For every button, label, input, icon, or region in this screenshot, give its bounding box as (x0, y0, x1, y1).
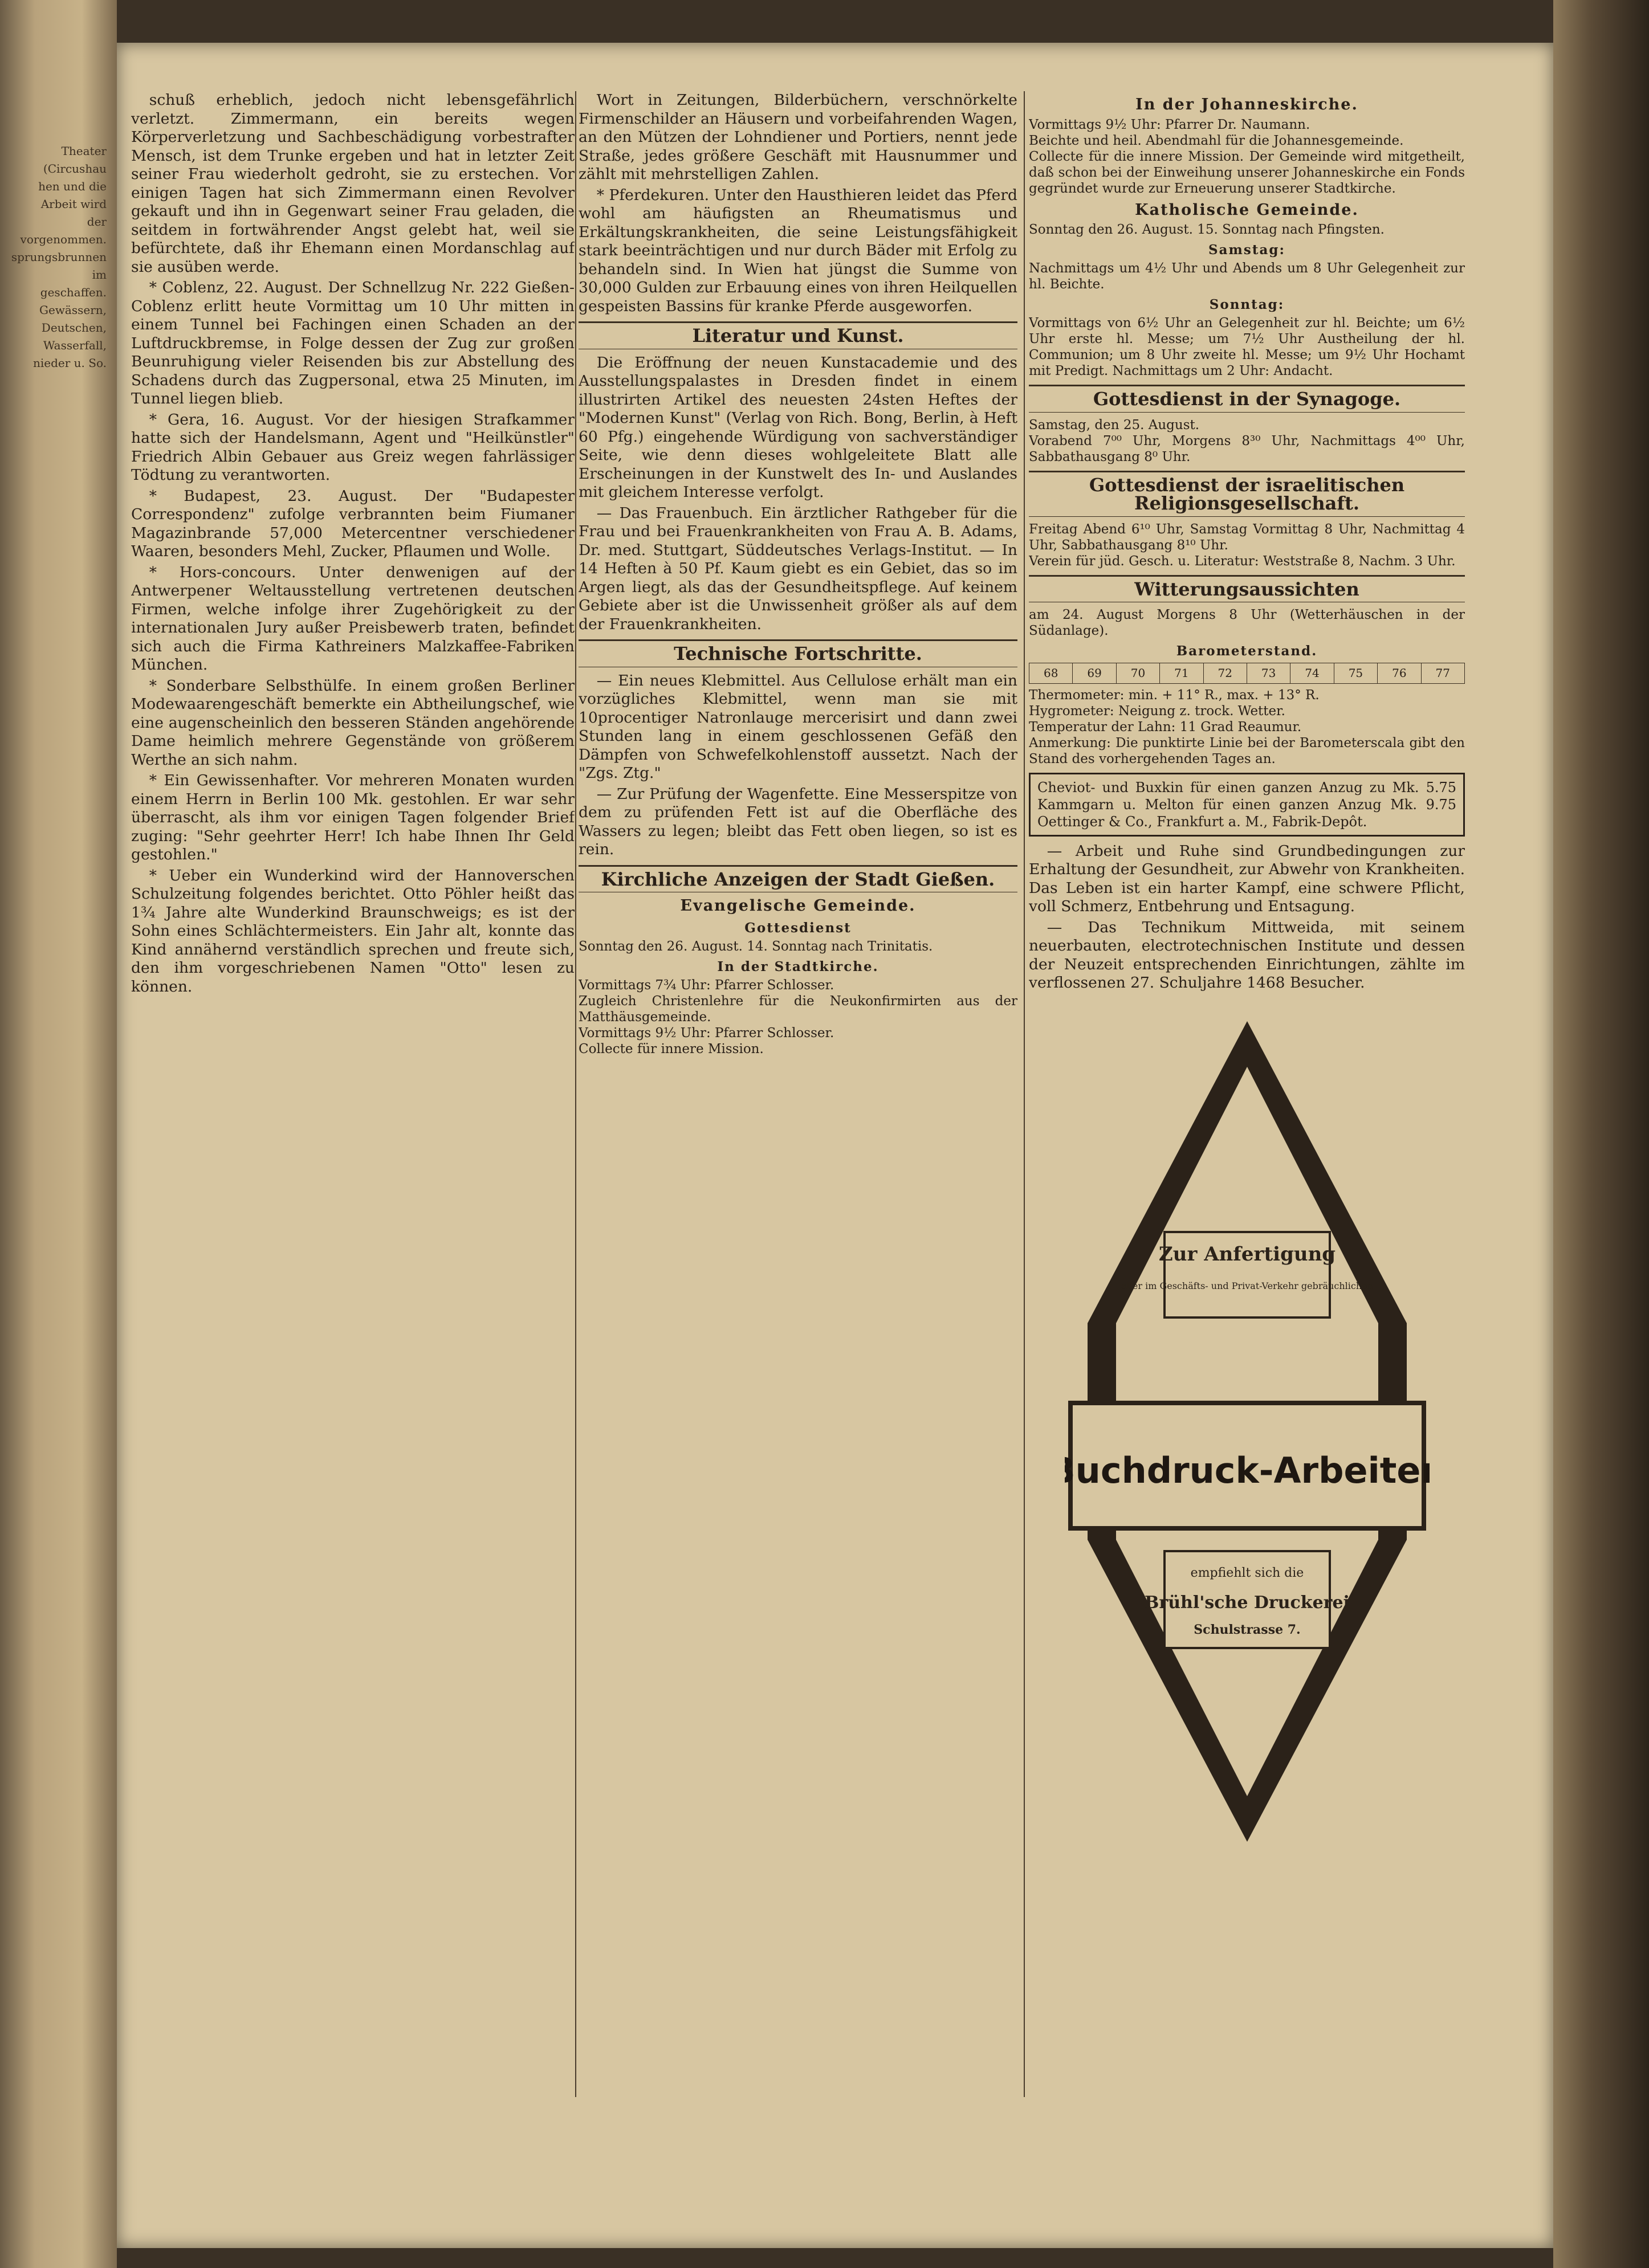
barometer-title: Barometerstand. (1176, 643, 1318, 659)
article: Die Eröffnung der neuen Kunstacademie und des Ausstellungspalastes in Dresden findet in einem illustrirten Artikel des neuesten 24sten Heftes der "Modernen Kunst" (Verlag von Rich. Bong, Berlin, à Heft 60 Pfg.) eingehende Würdigung von sachverständiger Seite, wie denn dieses wohlgeleitete Blatt alle Erscheinungen in der Kunstwelt des In- und Auslandes mit gleichem Interesse verfolgt. (579, 353, 1017, 501)
article: — Das Frauenbuch. Ein ärztlicher Rathgeber für die Frau und bei Frauenkrankheiten von Frau A. B. Adams, Dr. med. Stuttgart, Süddeutsches Verlags-Institut. — In 14 Heften à 50 Pf. Kaum giebt es ein Gebiet, das so im Argen liegt, als das der Gesundheitspflege. Auf keinem Gebiete aber ist die Unwissenheit größer als auf dem der Frauenkrankheiten. (579, 504, 1017, 633)
column-2 (579, 91, 1017, 2097)
baro-tick: 68 (1029, 663, 1073, 684)
article: * Gera, 16. August. Vor der hiesigen Strafkammer hatte sich der Handelsmann, Agent und "Heilkünstler" Friedrich Albin Gebauer aus Greiz wegen fahrlässiger Tödtung zu verantworten. (131, 410, 575, 484)
ad-street: Schulstrasse 7. (1193, 1622, 1301, 1637)
notice-line: Vormittags 7¾ Uhr: Pfarrer Schlosser. (579, 977, 834, 993)
notice-line: Vormittags 9½ Uhr: Pfarrer Dr. Naumann. (1029, 117, 1310, 132)
notice-line: Freitag Abend 6¹⁰ Uhr, Samstag Vormittag 8 Uhr, Nachmittag 4 Uhr, Sabbathausgang 8¹⁰ Uhr. (1029, 521, 1465, 553)
section-heading: Kirchliche Anzeigen der Stadt Gießen. (579, 865, 1017, 893)
section-heading: Gottesdienst in der Synagoge. (1029, 385, 1465, 413)
section-heading: Technische Fortschritte. (579, 639, 1017, 667)
cloth-advertisement: Cheviot- und Buxkin für einen ganzen Anzug zu Mk. 5.75 Kammgarn u. Melton für einen ganzen Anzug Mk. 9.75 Oettinger & Co., Frankfurt a. M., Fabrik-Depôt. (1029, 773, 1465, 837)
section-heading: Gottesdienst der israelitischen Religionsgesellschaft. (1029, 471, 1465, 517)
notice-line: Sonntag den 26. August. 14. Sonntag nach Trinitatis. (579, 939, 933, 954)
subheading: Samstag: (1208, 242, 1285, 258)
baro-tick: 72 (1203, 663, 1247, 684)
notice-line: Beichte und heil. Abendmahl für die Johannesgemeinde. (1029, 133, 1404, 148)
section-heading: Witterungsaussichten (1029, 575, 1465, 603)
barometer-scale (1029, 663, 1465, 684)
notice-line: Samstag, den 25. August. (1029, 417, 1200, 433)
notice-line: Nachmittags um 4½ Uhr und Abends um 8 Uhr Gelegenheit zur hl. Beichte. (1029, 261, 1465, 292)
article: Wort in Zeitungen, Bilderbüchern, verschnörkelte Firmenschilder an Häusern und vorbeifahrenden Wagen, an den Mützen der Lohndiener und Portiers, nennt jede Straße, jedes größere Geschäft mit Hausnummer und zählt mit mehrstelligen Zahlen. (579, 91, 1017, 183)
article: — Arbeit und Ruhe sind Grundbedingungen zur Erhaltung der Gesundheit, zur Abwehr von Krankheiten. Das Leben ist ein harter Kampf, eine schwere Pflicht, voll Schmerz, Entbehrung und Entsagung. (1029, 842, 1465, 915)
section-heading: Literatur und Kunst. (579, 321, 1017, 349)
article: — Das Technikum Mittweida, mit seinem neuerbauten, electrotechnischen Institute und dessen der Neuzeit entsprechenden Einrichtungen, zählte im verflossenen 27. Schuljahre 1468 Besucher. (1029, 918, 1465, 992)
baro-tick: 74 (1290, 663, 1334, 684)
article: — Ein neues Klebmittel. Aus Cellulose erhält man ein vorzügliches Klebmittel, wenn man sie mit 10procentiger Natronlauge mercerisirt und dann zwei Stunden lang in einem geschlossenen Gefäß den Dämpfen von Schwefelkohlenstoff aussetzt. Nach der "Zgs. Ztg." (579, 671, 1017, 782)
thermometer-reading: Thermometer: min. + 11° R., max. + 13° R. (1029, 687, 1320, 703)
notice-line: Vorabend 7⁰⁰ Uhr, Morgens 8³⁰ Uhr, Nachmittags 4⁰⁰ Uhr, Sabbathausgang 8⁰ Uhr. (1029, 433, 1465, 464)
printing-advertisement (1065, 1004, 1430, 1859)
baro-tick: 71 (1160, 663, 1203, 684)
baro-tick: 75 (1334, 663, 1377, 684)
notice-line: Sonntag den 26. August. 15. Sonntag nach Pfingsten. (1029, 222, 1385, 237)
ad-line2: aller im Geschäfts- und Privat-Verkehr gebräuchlichen (1121, 1280, 1373, 1291)
article: * Sonderbare Selbsthülfe. In einem großen Berliner Modewaarengeschäft bemerkte ein Abtheilungschef, wie eine augenscheinlich den besseren Ständen angehörende Dame heimlich mehrere Gegenstände von größerem Werthe an sich nahm. (131, 676, 575, 769)
notice-line: Collecte für die innere Mission. Der Gemeinde wird mitgetheilt, daß schon bei der Einweihung unserer Johanneskirche ein Fonds gegründet wurde zur Erneuerung unserer Stadtkirche. (1029, 149, 1465, 196)
column-rule (1024, 91, 1025, 2097)
baro-tick: 73 (1247, 663, 1290, 684)
weather-note: Anmerkung: Die punktirte Linie bei der Barometerscala gibt den Stand des vorhergehenden Tages an. (1029, 735, 1465, 766)
ad-main-text: Buchdruck-Arbeiten (1064, 1449, 1430, 1491)
notice-line: Verein für jüd. Gesch. u. Literatur: Weststraße 8, Nachm. 3 Uhr. (1029, 553, 1456, 569)
article: — Zur Prüfung der Wagenfette. Eine Messerspitze von dem zu prüfenden Fett ist auf die Oberfläche des Wassers zu legen; bleibt das Fett oben liegen, so ist es rein. (579, 785, 1017, 858)
ad-firm: Brühl'sche Druckerei (1144, 1592, 1350, 1613)
advertisement-graphic (1065, 1004, 1430, 1859)
notice-line: Zugleich Christenlehre für die Neukonfirmirten aus der Matthäusgemeinde. (579, 993, 1017, 1025)
column-3 (1029, 91, 1465, 2097)
subheading: In der Johanneskirche. (1135, 96, 1358, 113)
subheading: Katholische Gemeinde. (1135, 201, 1359, 219)
hygrometer-reading: Hygrometer: Neigung z. trock. Wetter. (1029, 703, 1285, 719)
baro-tick: 70 (1116, 663, 1159, 684)
article: * Ueber ein Wunderkind wird der Hannoverschen Schulzeitung folgendes berichtet. Otto Pöhler heißt das 1¾ Jahre alte Wunderkind Braunschweigs; es ist der Sohn eines Schlächtermeisters. Ein Jahr alt, konnte das Kind annähernd verständlich sprechen und freute sich, den ihm vorgeschriebenen Namen "Otto" lesen zu können. (131, 866, 575, 996)
weather-line: am 24. August Morgens 8 Uhr (Wetterhäuschen in der Südanlage). (1029, 607, 1465, 638)
gutter-text: Theater (Circushau hen und die Arbeit wird der vorgenommen. sprungsbrunnen im geschaffen. Gewässern, Deutschen, Wasserfall, nieder u. So. (11, 144, 107, 370)
ad-line3: empfiehlt sich die (1190, 1565, 1304, 1580)
article: * Hors-concours. Unter denwenigen auf der Antwerpener Weltausstellung vertretenen deutschen Firmen, welche infolge ihrer Zugehörigkeit zu der internationalen Jury außer Preisbewerb traten, befindet sich auch die Firma Kathreiners Malzkaffee-Fabriken München. (131, 563, 575, 674)
baro-tick: 77 (1421, 663, 1464, 684)
subheading: Evangelische Gemeinde. (680, 897, 916, 915)
article: * Budapest, 23. August. Der "Budapester Correspondenz" zufolge verbrannten beim Fiumaner Magazinbrande 57,000 Metercentner verschiedener Waaren, besonders Mehl, Zucker, Pflaumen und Wolle. (131, 487, 575, 560)
subheading: Gottesdienst (744, 920, 852, 936)
article: * Ein Gewissenhafter. Vor mehreren Monaten wurden einem Herrn in Berlin 100 Mk. gestohlen. Er war sehr überrascht, als ihm vor einigen Tagen folgender Brief zuging: "Sehr geehrter Herr! Ich habe Ihnen Ihr Geld gestohlen." (131, 772, 575, 863)
lahn-temperature: Temperatur der Lahn: 11 Grad Reaumur. (1029, 719, 1302, 735)
article: schuß erheblich, jedoch nicht lebensgefährlich verletzt. Zimmermann, ein bereits wegen Körperverletzung und Sachbeschädigung vorbestrafter Mensch, ist dem Trunke ergeben und hat in letzter Zeit seiner Frau wiederholt gedroht, sie zu erstechen. Vor einigen Tagen hat sich Zimmermann einen Revolver gekauft und ihn in Gegenwart seiner Frau geladen, die seitdem in fortwährender Angst gelebt hat, weil sie befürchtete, daß ihr Ehemann einen Mordanschlag auf sie ausüben werde. (131, 91, 575, 276)
subheading: Sonntag: (1209, 297, 1285, 312)
notice-line: Vormittags von 6½ Uhr an Gelegenheit zur hl. Beichte; um 6½ Uhr erste hl. Messe; um 7½ Uhr Austheilung der hl. Communion; um 8 Uhr zweite hl. Messe; um 9½ Uhr Hochamt mit Predigt. Nachmittags um 2 Uhr: Andacht. (1029, 316, 1465, 378)
right-page-edge (1553, 0, 1649, 2268)
baro-tick: 76 (1378, 663, 1421, 684)
notice-line: Vormittags 9½ Uhr: Pfarrer Schlosser. (579, 1025, 834, 1041)
article: * Coblenz, 22. August. Der Schnellzug Nr. 222 Gießen-Coblenz erlitt heute Vormittag um 10 Uhr mitten in einem Tunnel bei Fachingen einen Schaden an der Luftdruckbremse, in Folge dessen der Zug zur großen Beunruhigung vieler Reisenden bis zur Abstellung des Schadens durch das Zugpersonal, etwa 25 Minuten, im Tunnel liegen blieb. (131, 279, 575, 407)
article: * Pferdekuren. Unter den Hausthieren leidet das Pferd wohl am häufigsten an Rheumatismus und Erkältungskrankheiten, die seine Leistungsfähigkeit stark beeinträchtigen und nur durch Bäder mit Erfolg zu behandeln sind. In Wien hat jüngst die Summe von 30,000 Gulden zur Erbauung eines von ihren Heilquellen gespeisten Bassins für kranke Pferde ausgeworfen. (579, 186, 1017, 315)
column-rule (575, 91, 576, 2097)
notice-line: Collecte für innere Mission. (579, 1041, 764, 1057)
baro-tick: 69 (1073, 663, 1116, 684)
column-1 (131, 91, 575, 2097)
left-page-gutter (0, 0, 117, 2268)
ad-line1: Zur Anfertigung (1158, 1242, 1336, 1266)
subheading: In der Stadtkirche. (717, 958, 879, 974)
